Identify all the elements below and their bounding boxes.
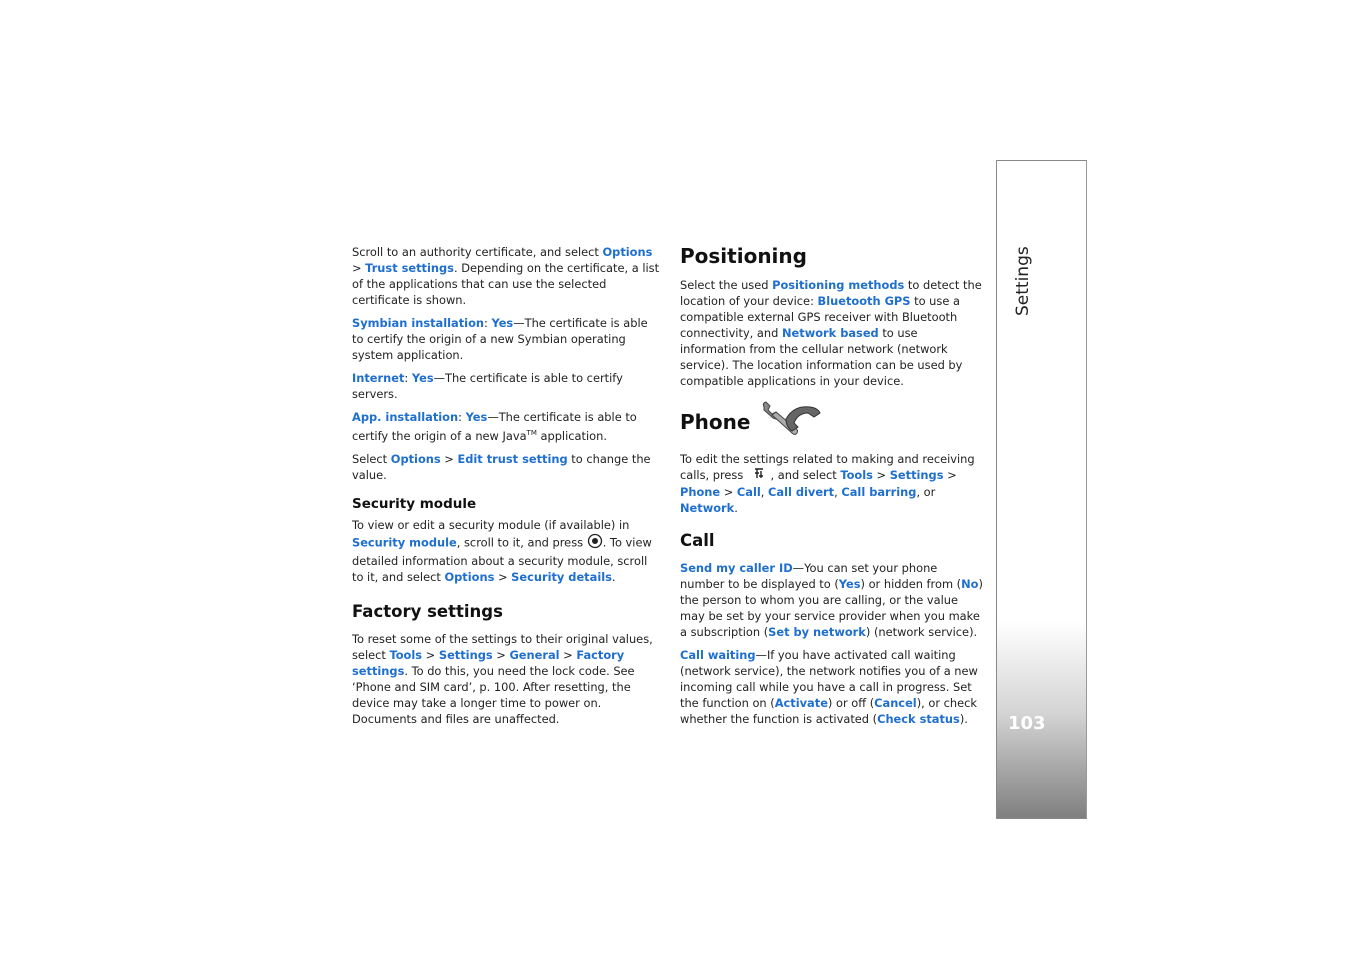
- menu-trust-settings: Trust settings: [365, 261, 454, 275]
- paragraph-symbian-installation: Symbian installation: Yes—The certificate is able to certify the origin of a new Symbian operating system application.: [352, 316, 648, 362]
- paragraph-internet: Internet: Yes—The certificate is able to certify servers.: [352, 371, 623, 401]
- paragraph-send-caller-id: Send my caller ID—You can set your phone number to be displayed to (Yes) or hidden from (No) the person to whom you are calling, or the value may be set by your service provider when you make a subscription (Set by network) (network service).: [680, 561, 983, 639]
- right-column: [680, 243, 985, 734]
- heading-factory-settings: Factory settings: [352, 601, 503, 621]
- paragraph-authority-cert: Scroll to an authority certificate, and select Options > Trust settings. Depending on the certificate, a list of the applications that can use the selected certificate is shown.: [352, 245, 660, 307]
- heading-security-module: Security module: [352, 495, 477, 512]
- left-column: [352, 244, 662, 734]
- joystick-press-icon: [587, 533, 603, 553]
- paragraph-call-waiting: Call waiting—If you have activated call waiting (network service), the network notifies you of a new incoming call while you have a call in progress. Set the function on (Activate) or off (Cancel), or check whether the function is activated (Check status).: [680, 648, 978, 726]
- paragraph-edit-trust: Select Options > Edit trust setting to change the value.: [352, 451, 651, 482]
- section-label: Settings: [1013, 246, 1033, 316]
- page-number: 103: [1008, 713, 1046, 734]
- paragraph-app-installation: App. installation: Yes—The certificate is able to certify the origin of a new Java™ application.: [352, 410, 637, 443]
- heading-call: Call: [680, 531, 715, 550]
- paragraph-positioning: Select the used Positioning methods to detect the location of your device: Bluetooth GPS to use a compatible external GPS receiver with Bluetooth connectivity, and Network based to use information from the cellular network (network service). The location information can be used by compatible applications in your device.: [680, 278, 982, 388]
- heading-phone: Phone: [680, 401, 985, 443]
- paragraph-factory-settings: To reset some of the settings to their original values, select Tools > Settings > General > Factory settings. To do this, you need the lock code. See ‘Phone and SIM card’, p. 100. After resetting, the device may take a longer time to power on. Documents and files are unaffected.: [352, 631, 653, 726]
- phone-wrench-icon: [758, 401, 822, 443]
- paragraph-security-module: To view or edit a security module (if available) in Security module, scroll to it, and press . To view detailed information about a security module, scroll to it, and select Options > Security details.: [352, 517, 652, 584]
- menu-key-icon: [753, 467, 765, 484]
- menu-options: Options: [602, 245, 653, 259]
- heading-positioning: Positioning: [680, 244, 807, 268]
- paragraph-phone: To edit the settings related to making and receiving calls, press , and select Tools > Settings > Phone > Call, Call divert, Call barring, or Network.: [680, 452, 975, 515]
